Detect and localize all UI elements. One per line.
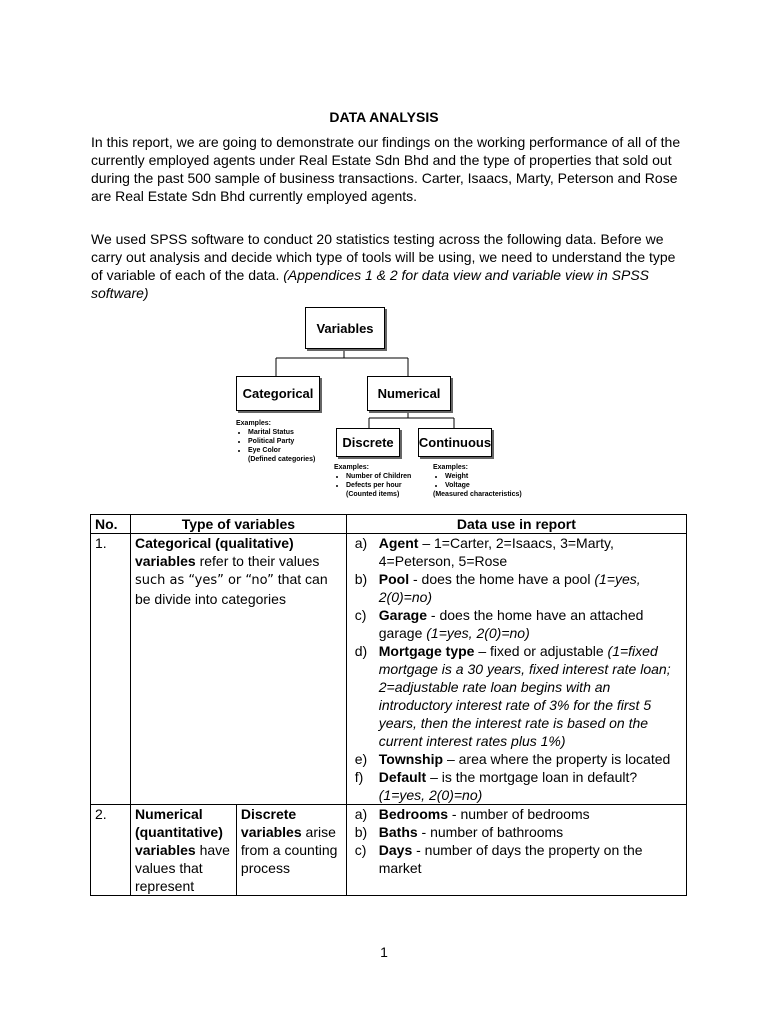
list-item: a) Bedrooms - number of bedrooms xyxy=(354,806,590,822)
numerical-type-desc: have values that represent xyxy=(134,842,230,894)
categorical-example: • Eye Color xyxy=(248,446,331,455)
header-type: Type of variables xyxy=(130,515,346,534)
row-number: 1. xyxy=(91,534,131,805)
discrete-type-name: Discrete variables xyxy=(240,806,302,840)
intro-paragraph: In this report, we are going to demonstrate our findings on the working performance of all of the currently employed agents under Real Estate Sdn Bhd and the type of properties that sold out during the past 500 sample of business transactions. Carter, Isaacs, Marty, Peterson and Rose are Real Estate Sdn Bhd currently employed agents. xyxy=(91,134,681,204)
continuous-examples-note: (Measured characteristics) xyxy=(433,491,522,498)
row-number: 2. xyxy=(91,805,131,896)
page-title: DATA ANALYSIS xyxy=(329,109,439,125)
continuous-examples-title: Examples: xyxy=(433,464,469,471)
header-data: Data use in report xyxy=(346,515,686,534)
data-use-cell xyxy=(346,805,686,896)
numerical-type-cell xyxy=(130,805,236,896)
variables-table xyxy=(90,514,687,896)
variable-type-cell xyxy=(130,534,346,805)
diagram-node-discrete: Discrete xyxy=(336,428,400,457)
categorical-examples xyxy=(236,419,331,464)
discrete-examples xyxy=(334,463,424,499)
list-item: c) Garage - does the home have an attached garage (1=yes, 2(0)=no) xyxy=(354,607,644,641)
list-item: a) Agent – 1=Carter, 2=Isaacs, 3=Marty, 4=Peterson, 5=Rose xyxy=(354,535,614,569)
header-no: No. xyxy=(91,515,131,534)
variable-type-desc: that can be divide into categories xyxy=(134,571,328,607)
diagram-node-numerical: Numerical xyxy=(367,376,451,411)
continuous-example: • Weight xyxy=(445,472,543,481)
categorical-examples-title: Examples: xyxy=(236,420,272,427)
continuous-examples xyxy=(433,463,543,499)
table-row xyxy=(91,534,687,805)
list-item: b) Baths - number of bathrooms xyxy=(354,824,564,840)
discrete-examples-note: (Counted items) xyxy=(346,491,400,498)
variable-type-example: such as “yes” or “no” xyxy=(134,573,274,588)
list-item: b) Pool - does the home have a pool (1=yes, 2(0)=no) xyxy=(354,571,641,605)
list-item: e) Township – area where the property is located xyxy=(354,751,671,767)
data-use-cell xyxy=(346,534,686,805)
table-header-row xyxy=(91,515,687,534)
discrete-example: • Defects per hour xyxy=(346,481,424,490)
method-text: We used SPSS software to conduct 20 statistics testing across the following data. Before we carry out analysis and decide which type of tools will be using, we need to understand the type of variable of each of the data. xyxy=(91,231,676,283)
method-paragraph xyxy=(91,230,687,302)
appendix-note: (Appendices 1 & 2 for data view and variable view in SPSS software) xyxy=(91,267,650,301)
list-item: f) Default – is the mortgage loan in default? (1=yes, 2(0)=no) xyxy=(354,769,638,803)
page-number: 1 xyxy=(380,944,388,960)
discrete-example: • Number of Children xyxy=(346,472,424,481)
discrete-examples-title: Examples: xyxy=(334,464,370,471)
categorical-example: • Political Party xyxy=(248,437,331,446)
list-item: d) Mortgage type – fixed or adjustable (1=fixed mortgage is a 30 years, fixed interest rate loan; 2=adjustable rate loan begins with an introductory interest rate of 3% for the first 5 years, then the interest rate is based on the current interest rates plus 1%) xyxy=(354,643,671,749)
variable-type-name: Categorical (qualitative) variables xyxy=(134,535,294,569)
variable-type-desc: refer to their values xyxy=(195,553,320,569)
diagram-node-categorical: Categorical xyxy=(236,376,320,411)
diagram-node-continuous: Continuous xyxy=(418,428,492,457)
discrete-type-cell xyxy=(236,805,346,896)
table-row xyxy=(91,805,687,896)
list-item: c) Days - number of days the property on the market xyxy=(354,842,643,876)
diagram-node-variables: Variables xyxy=(305,307,385,349)
categorical-examples-note: (Defined categories) xyxy=(248,456,316,463)
numerical-type-name: Numerical (quantitative) variables xyxy=(134,806,223,858)
discrete-type-desc: arise from a counting process xyxy=(240,824,338,876)
categorical-example: • Marital Status xyxy=(248,428,331,437)
continuous-example: • Voltage xyxy=(445,481,543,490)
